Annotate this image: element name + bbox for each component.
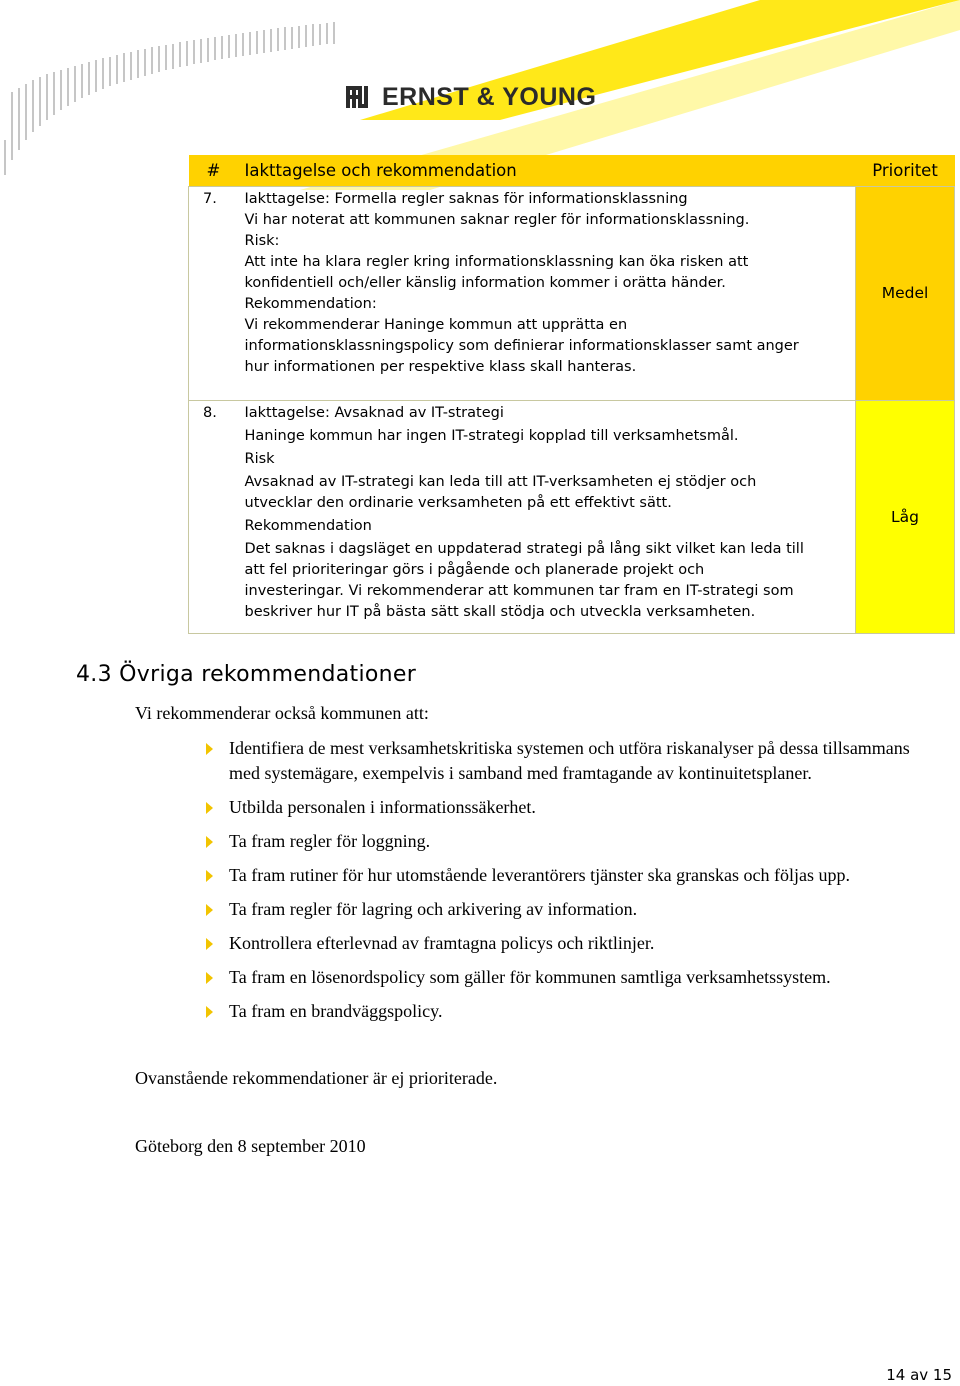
priority-cell: Medel <box>856 187 955 401</box>
place-and-date: Göteborg den 8 september 2010 <box>135 1136 366 1156</box>
finding-number: 7. <box>189 187 231 401</box>
bullet-arrow-icon <box>206 802 213 814</box>
list-item <box>198 736 938 785</box>
bullet-arrow-icon <box>206 836 213 848</box>
observation-text: Haninge kommun har ingen IT-strategi kopplad till verksamhetsmål. <box>244 428 739 444</box>
observation-text: Vi har noterat att kommunen saknar regler för informationsklassning. <box>244 212 750 228</box>
list-item <box>198 965 938 990</box>
recommendation-list <box>198 736 938 1033</box>
list-item-text: Identifiera de mest verksamhetskritiska systemen och utföra riskanalyser på dessa tillsammans med systemägare, exempelvis i samband med framtagande av kontinuitetsplaner. <box>229 738 910 783</box>
recommendation-label: Rekommendation: <box>244 296 377 312</box>
table-header-row <box>189 155 955 187</box>
list-item-text: Ta fram regler för lagring och arkivering av information. <box>229 898 638 919</box>
recommendation-text: beskriver hur IT på bästa sätt skall stödja och utveckla verksamheten. <box>244 604 756 620</box>
bullet-arrow-icon <box>206 904 213 916</box>
header-finding: Iakttagelse och rekommendation <box>231 155 856 187</box>
list-item-text: Ta fram rutiner för hur utomstående leverantörers tjänster ska granskas och följas upp. <box>229 864 851 885</box>
list-item <box>198 931 938 956</box>
company-logo <box>346 80 596 114</box>
section-intro: Vi rekommenderar också kommunen att: <box>135 703 429 723</box>
risk-text: utvecklar den ordinarie verksamheten på ett effektivt sätt. <box>244 495 672 511</box>
finding-number: 8. <box>189 401 231 634</box>
recommendation-text: investeringar. Vi rekommenderar att kommunen tar fram en IT-strategi som <box>244 583 794 599</box>
page-number: 14 av 15 <box>886 1366 952 1384</box>
finding-content <box>231 187 856 401</box>
list-item <box>198 863 938 888</box>
observation-title: Iakttagelse: Avsaknad av IT-strategi <box>244 405 504 421</box>
table-row <box>189 401 955 634</box>
list-item-text: Ta fram regler för loggning. <box>229 830 431 851</box>
list-item-text: Utbilda personalen i informationssäkerhet. <box>229 796 536 817</box>
list-item <box>198 999 938 1024</box>
list-item-text: Ta fram en brandväggspolicy. <box>229 1000 443 1021</box>
list-item-text: Ta fram en lösenordspolicy som gäller för kommunen samtliga verksamhetssystem. <box>229 966 831 987</box>
logo-mark-icon <box>346 84 376 110</box>
bullet-arrow-icon <box>206 972 213 984</box>
risk-label: Risk: <box>244 233 280 249</box>
recommendation-text: Det saknas i dagsläget en uppdaterad strategi på lång sikt vilket kan leda till <box>244 541 804 557</box>
list-item <box>198 795 938 820</box>
finding-content <box>231 401 856 634</box>
bullet-arrow-icon <box>206 870 213 882</box>
list-item <box>198 829 938 854</box>
recommendation-text: att fel prioriteringar görs i pågående och planerade projekt och <box>244 562 705 578</box>
risk-text: Att inte ha klara regler kring informationsklassning kan öka risken att <box>244 254 749 270</box>
recommendation-text: hur informationen per respektive klass skall hanteras. <box>244 359 637 375</box>
list-item <box>198 897 938 922</box>
recommendation-label: Rekommendation <box>244 518 372 534</box>
observation-title: Iakttagelse: Formella regler saknas för informationsklassning <box>244 191 688 207</box>
findings-table <box>188 155 955 634</box>
risk-label: Risk <box>244 451 275 467</box>
list-item-text: Kontrollera efterlevnad av framtagna policys och riktlinjer. <box>229 932 655 953</box>
risk-text: Avsaknad av IT-strategi kan leda till att IT-verksamheten ej stödjer och <box>244 474 757 490</box>
header-number: # <box>189 155 231 187</box>
recommendation-text: informationsklassningspolicy som definierar informationsklasser samt anger <box>244 338 799 354</box>
section-heading: 4.3 Övriga rekommendationer <box>76 662 417 687</box>
logo-text: ERNST & YOUNG <box>382 82 597 111</box>
risk-text: konfidentiell och/eller känslig information kommer i orätta händer. <box>244 275 726 291</box>
bullet-arrow-icon <box>206 938 213 950</box>
closing-note: Ovanstående rekommendationer är ej prioriterade. <box>135 1068 498 1088</box>
bullet-arrow-icon <box>206 1006 213 1018</box>
table-row <box>189 187 955 401</box>
header-priority: Prioritet <box>856 155 955 187</box>
recommendation-text: Vi rekommenderar Haninge kommun att upprätta en <box>244 317 628 333</box>
priority-cell: Låg <box>856 401 955 634</box>
bullet-arrow-icon <box>206 743 213 755</box>
